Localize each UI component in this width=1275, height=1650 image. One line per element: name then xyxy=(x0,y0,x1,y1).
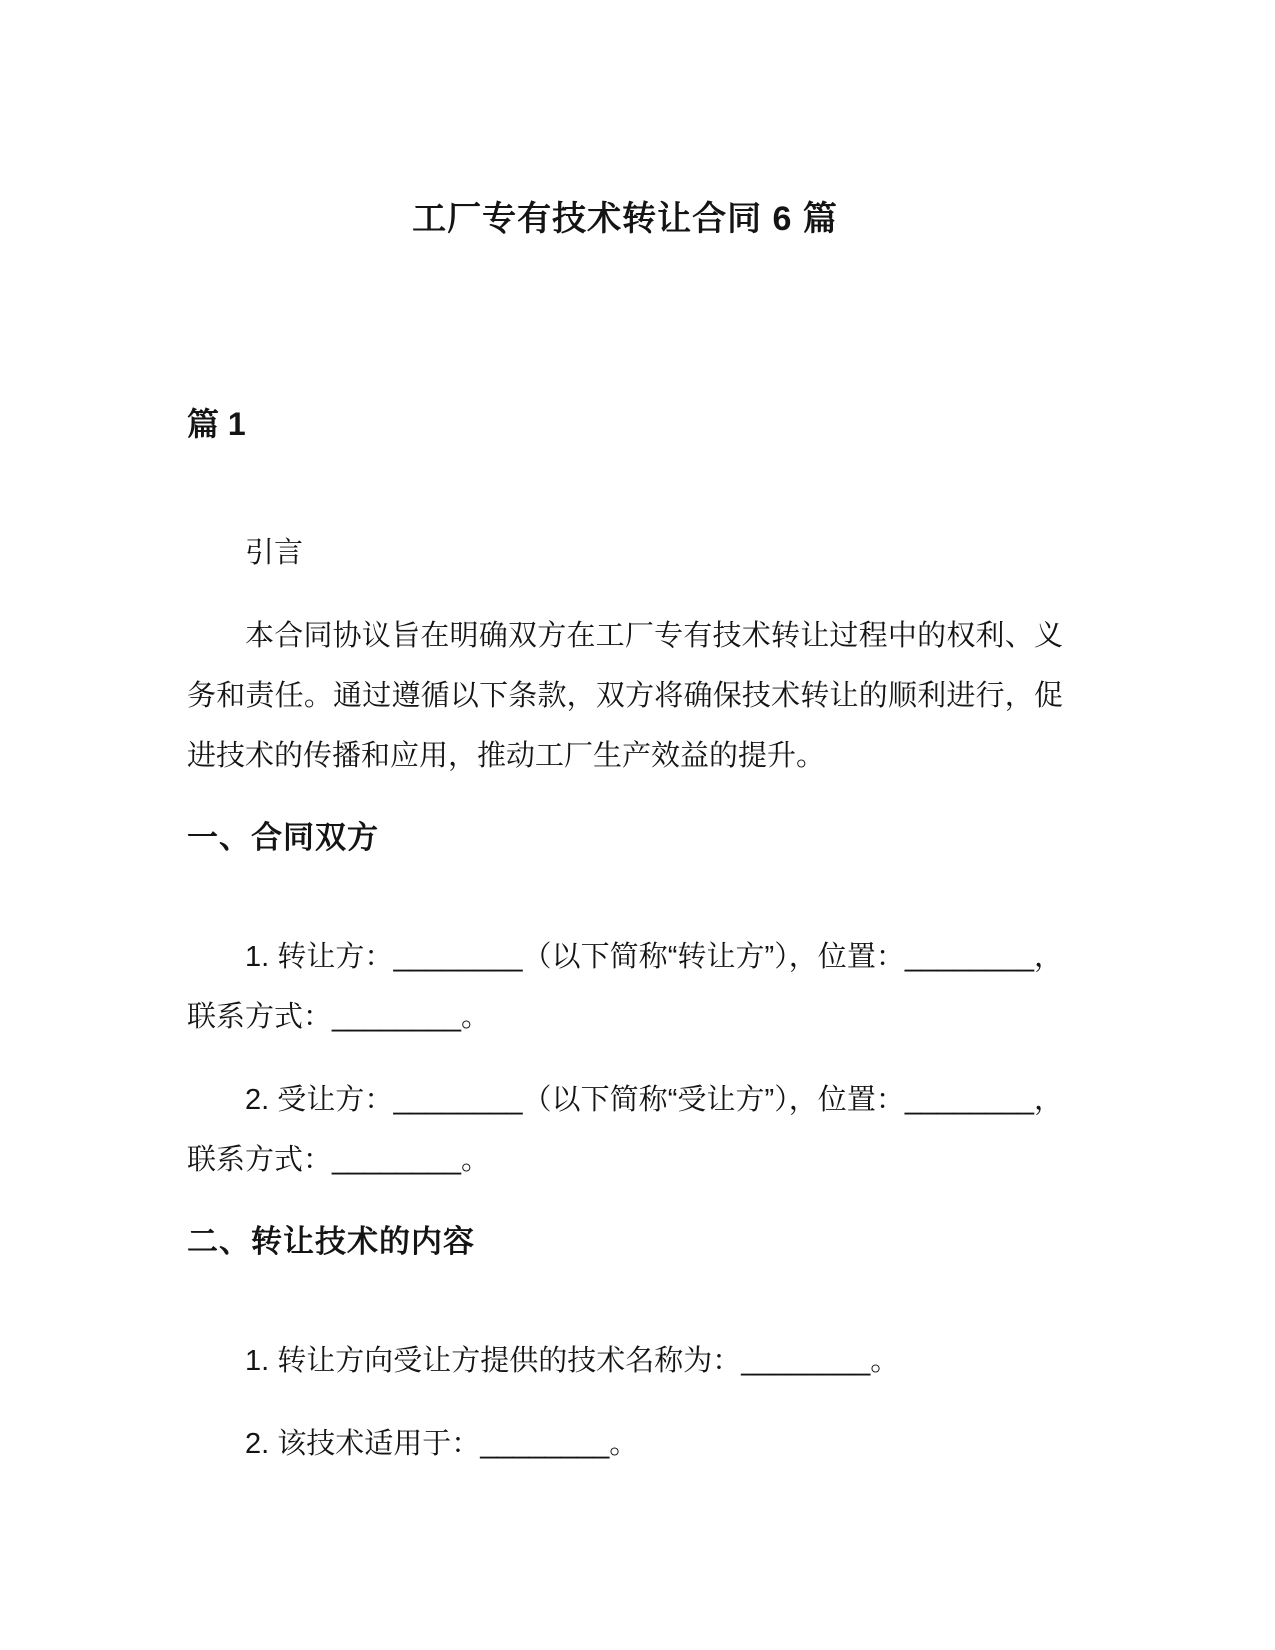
section-2-heading: 二、转让技术的内容 xyxy=(187,1224,475,1259)
intro-label: 引言 xyxy=(245,537,304,569)
intro-paragraph: 本合同协议旨在明确双方在工厂专有技术转让过程中的权利、义务和责任。通过遵循以下条款，双方将确保技术转让的顺利进行，促进技术的传播和应用，推动工厂生产效益的提升。 xyxy=(187,620,1063,772)
section-1-heading: 一、合同双方 xyxy=(187,820,379,855)
section-2-item-1: 1. 转让方向受让方提供的技术名称为：________。 xyxy=(245,1345,900,1377)
section-1-item-2: 2. 受让方：________（以下简称“受让方”），位置：________，联系方式：________。 xyxy=(187,1084,1063,1176)
section-2-item-2: 2. 该技术适用于：________。 xyxy=(245,1428,639,1460)
document-title: 工厂专有技术转让合同 6 篇 xyxy=(412,200,838,238)
chapter-heading: 篇 1 xyxy=(187,406,246,442)
section-1-item-1: 1. 转让方：________（以下简称“转让方”），位置：________，联系方式：________。 xyxy=(187,941,1063,1033)
